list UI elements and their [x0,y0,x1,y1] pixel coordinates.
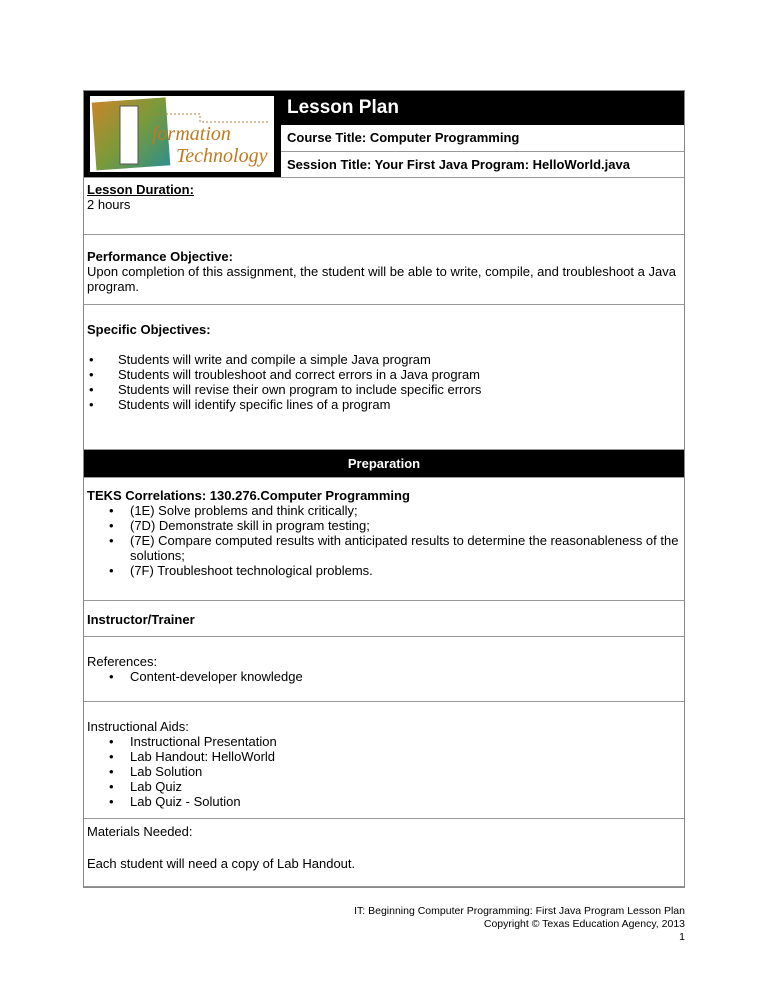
page-footer [354,905,685,944]
objective-item: • Students will revise their own program to include specific errors [87,382,681,397]
page-number: 1 [679,931,685,943]
materials-text: Each student will need a copy of Lab Handout. [87,856,356,871]
objective-item: • Students will troubleshoot and correct errors in a Java program [87,367,681,382]
svg-text:Technology: Technology [176,145,268,167]
lesson-duration-row [84,178,684,235]
footer-copyright: Copyright © Texas Education Agency, 2013 [483,918,685,930]
teks-item: • (1E) Solve problems and think critically; [87,503,681,518]
teks-item: • (7F) Troubleshoot technological problems. [87,563,681,578]
performance-text: Upon completion of this assignment, the student will be able to write, compile, and troubleshoot a Java program. [87,264,676,294]
aid-item: • Lab Solution [87,764,681,779]
teks-item: • (7E) Compare computed results with anticipated results to determine the reasonableness of the solutions; [87,533,681,563]
preparation-header: Preparation [84,450,684,478]
specific-objectives-row [84,305,684,450]
objective-item: • Students will write and compile a simple Java program [87,352,681,367]
course-title: Course Title: Computer Programming [281,125,684,152]
materials-label: Materials Needed: [87,824,193,839]
aid-item: • Instructional Presentation [87,734,681,749]
reference-item: • Content-developer knowledge [87,669,681,684]
references-row [84,637,684,702]
aid-item: • Lab Handout: HelloWorld [87,749,681,764]
specific-label: Specific Objectives: [87,322,211,337]
aid-item: • Lab Quiz [87,779,681,794]
logo-cell [84,91,281,177]
footer-title: IT: Beginning Computer Programming: First Java Program Lesson Plan [354,905,685,917]
instructional-aids-row [84,702,684,819]
lesson-plan-table [83,90,685,888]
svg-text:formation: formation [152,123,231,145]
document-title: Lesson Plan [281,91,684,125]
teks-row [84,478,684,601]
performance-objective-row [84,235,684,305]
instructor-trainer-header: Instructor/Trainer [84,601,684,637]
performance-label: Performance Objective: [87,249,233,264]
aids-label: Instructional Aids: [87,719,189,734]
aid-item: • Lab Quiz - Solution [87,794,681,809]
teks-label: TEKS Correlations: 130.276.Computer Programming [87,488,410,503]
duration-value: 2 hours [87,197,131,212]
teks-item: • (7D) Demonstrate skill in program testing; [87,518,681,533]
header [84,91,684,178]
information-technology-logo [90,96,274,172]
objective-item: • Students will identify specific lines of a program [87,397,681,412]
session-title: Session Title: Your First Java Program: HelloWorld.java [287,157,630,172]
materials-row [84,819,684,887]
references-label: References: [87,654,158,669]
duration-label: Lesson Duration: [87,182,194,197]
